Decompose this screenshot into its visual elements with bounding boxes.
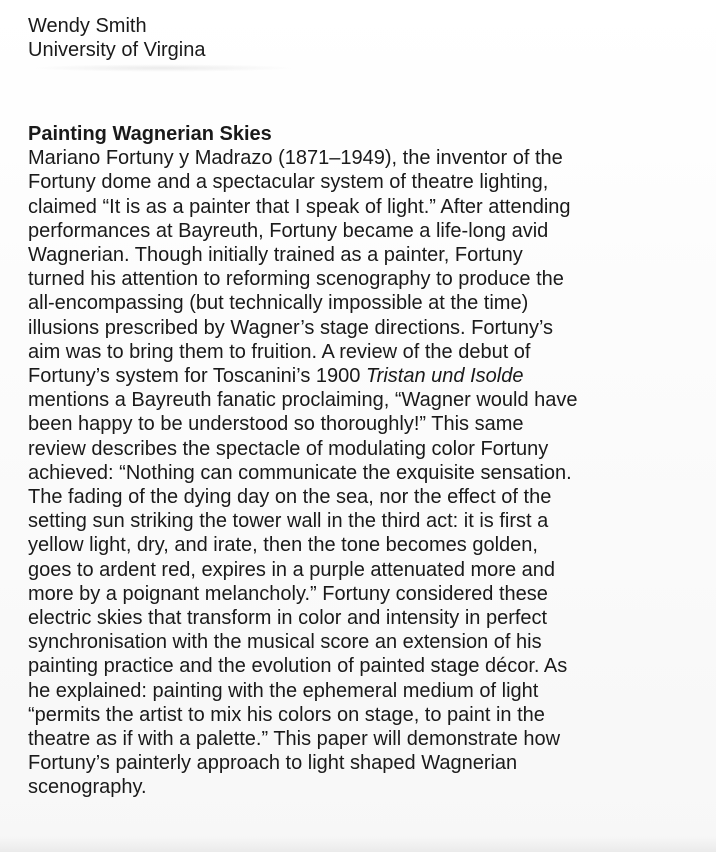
- abstract-line: illusions prescribed by Wagner’s stage directions. Fortuny’s: [28, 316, 554, 339]
- page-bottom-shadow: [0, 836, 716, 852]
- abstract-line: Fortuny dome and a spectacular system of theatre lighting,: [28, 171, 549, 194]
- abstract-line: goes to ardent red, expires in a purple attenuated more and: [28, 558, 556, 581]
- abstract-line: performances at Bayreuth, Fortuny became a life-long avid: [28, 219, 549, 242]
- abstract-line: The fading of the dying day on the sea, nor the effect of the: [28, 486, 552, 509]
- abstract-line: been happy to be understood so thoroughly!” This same: [28, 413, 524, 436]
- abstract-line: Fortuny’s painterly approach to light shaped Wagnerian: [28, 752, 518, 775]
- abstract-line: “permits the artist to mix his colors on stage, to paint in the: [28, 703, 545, 726]
- abstract-line: setting sun striking the tower wall in the third act: it is first a: [28, 510, 549, 533]
- abstract-line: claimed “It is as a painter that I speak of light.” After attending: [28, 195, 571, 218]
- abstract-line: yellow light, dry, and irate, then the tone becomes golden,: [28, 534, 538, 557]
- abstract-line: all-encompassing (but technically impossible at the time): [28, 292, 529, 315]
- abstract-line: theatre as if with a palette.” This paper will demonstrate how: [28, 728, 561, 751]
- abstract-line: Wagnerian. Though initially trained as a painter, Fortuny: [28, 244, 523, 267]
- abstract-line: electric skies that transform in color and intensity in perfect: [28, 607, 548, 630]
- abstract-line: review describes the spectacle of modulating color Fortuny: [28, 437, 549, 460]
- abstract-body: [28, 146, 708, 799]
- abstract-line: mentions a Bayreuth fanatic proclaiming, “Wagner would have: [28, 389, 578, 412]
- author-name: Wendy Smith: [28, 15, 147, 37]
- abstract-line: synchronisation with the musical score an extension of his: [28, 631, 542, 654]
- abstract-line: he explained: painting with the ephemeral medium of light: [28, 679, 539, 702]
- abstract-line: more by a poignant melancholy.” Fortuny considered these: [28, 582, 548, 605]
- abstract-line: aim was to bring them to fruition. A review of the debut of: [28, 340, 531, 363]
- author-affiliation: University of Virgina: [28, 39, 206, 61]
- opera-title-italic: Tristan und Isolde: [365, 365, 524, 388]
- abstract-line: turned his attention to reforming scenography to produce the: [28, 268, 564, 291]
- abstract-line: [28, 364, 708, 388]
- abstract-line: achieved: “Nothing can communicate the exquisite sensation.: [28, 461, 572, 484]
- abstract-line: painting practice and the evolution of painted stage décor. As: [28, 655, 568, 678]
- abstract-section: [28, 122, 708, 800]
- abstract-title: Painting Wagnerian Skies: [28, 123, 272, 145]
- author-block: [28, 14, 205, 62]
- scan-artifact: [28, 64, 298, 72]
- abstract-line: Mariano Fortuny y Madrazo (1871–1949), the inventor of the: [28, 147, 563, 170]
- abstract-line: scenography.: [28, 776, 147, 799]
- abstract-line-text: Fortuny’s system for Toscanini’s 1900: [28, 365, 366, 388]
